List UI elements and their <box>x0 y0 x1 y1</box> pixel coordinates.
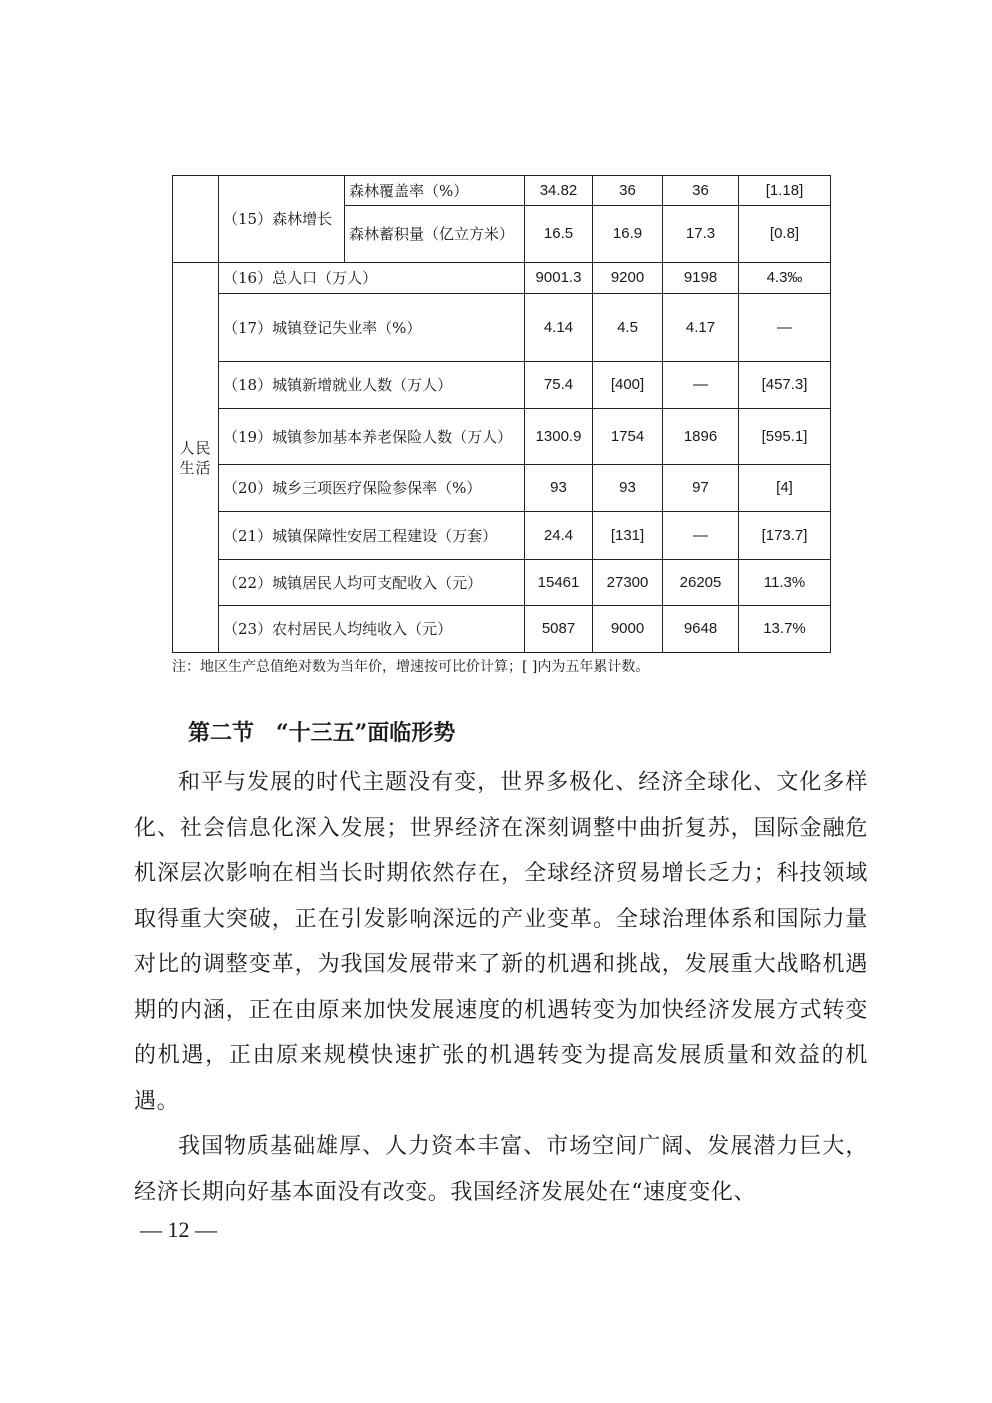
indicator-label: （22）城镇居民人均可支配收入（元） <box>219 560 525 606</box>
value-2010: 1300.9 <box>525 409 593 465</box>
value-change: [4] <box>739 465 831 512</box>
value-target: 93 <box>593 465 663 512</box>
value-2010: 93 <box>525 465 593 512</box>
value-change: [173.7] <box>739 512 831 560</box>
value-target: 16.9 <box>593 206 663 263</box>
indicator-label: （15）森林增长 <box>219 176 345 263</box>
table-row <box>173 560 831 606</box>
value-actual: 4.17 <box>663 294 739 362</box>
table-row <box>173 176 831 206</box>
table-row <box>173 263 831 294</box>
body-paragraph: 我国物质基础雄厚、人力资本丰富、市场空间广阔、发展潜力巨大，经济长期向好基本面没有改变。我国经济发展处在“速度变化、 <box>134 1134 868 1205</box>
value-target: 1754 <box>593 409 663 465</box>
category-cell: 人民生活 <box>173 263 219 653</box>
indicator-label: （21）城镇保障性安居工程建设（万套） <box>219 512 525 560</box>
indicator-label: （23）农村居民人均纯收入（元） <box>219 606 525 653</box>
value-target: 9000 <box>593 606 663 653</box>
value-actual: 97 <box>663 465 739 512</box>
value-2010: 75.4 <box>525 362 593 409</box>
indicator-label: （17）城镇登记失业率（%） <box>219 294 525 362</box>
value-actual: 9648 <box>663 606 739 653</box>
value-change: — <box>739 294 831 362</box>
value-actual: 1896 <box>663 409 739 465</box>
value-target: [131] <box>593 512 663 560</box>
table-row <box>173 465 831 512</box>
indicator-label: （18）城镇新增就业人数（万人） <box>219 362 525 409</box>
value-change: [457.3] <box>739 362 831 409</box>
value-actual: 36 <box>663 176 739 206</box>
value-target: [400] <box>593 362 663 409</box>
value-actual: — <box>663 512 739 560</box>
indicator-label: （20）城乡三项医疗保险参保率（%） <box>219 465 525 512</box>
value-actual: — <box>663 362 739 409</box>
value-target: 9200 <box>593 263 663 294</box>
table-note: 注：地区生产总值绝对数为当年价，增速按可比价计算；[ ]内为五年累计数。 <box>172 659 650 675</box>
value-target: 4.5 <box>593 294 663 362</box>
value-2010: 5087 <box>525 606 593 653</box>
value-target: 27300 <box>593 560 663 606</box>
value-actual: 26205 <box>663 560 739 606</box>
indicator-label: （16）总人口（万人） <box>219 263 525 294</box>
value-2010: 9001.3 <box>525 263 593 294</box>
page-number: — 12 — <box>140 1217 217 1242</box>
value-2010: 16.5 <box>525 206 593 263</box>
sub-indicator-label: 森林蓄积量（亿立方米） <box>345 206 525 263</box>
value-2010: 24.4 <box>525 512 593 560</box>
value-change: [0.8] <box>739 206 831 263</box>
table-row <box>173 606 831 653</box>
table-row <box>173 362 831 409</box>
indicator-table <box>172 175 831 653</box>
value-change: 13.7% <box>739 606 831 653</box>
table-row <box>173 512 831 560</box>
value-change: 4.3‰ <box>739 263 831 294</box>
sub-indicator-label: 森林覆盖率（%） <box>345 176 525 206</box>
value-actual: 17.3 <box>663 206 739 263</box>
value-target: 36 <box>593 176 663 206</box>
value-actual: 9198 <box>663 263 739 294</box>
indicator-label: （19）城镇参加基本养老保险人数（万人） <box>219 409 525 465</box>
value-2010: 15461 <box>525 560 593 606</box>
table-row <box>173 294 831 362</box>
value-change: [595.1] <box>739 409 831 465</box>
table-row <box>173 409 831 465</box>
value-2010: 34.82 <box>525 176 593 206</box>
section-heading: 第二节 “十三五”面临形势 <box>188 720 456 746</box>
category-cell <box>173 176 219 263</box>
value-change: [1.18] <box>739 176 831 206</box>
value-change: 11.3% <box>739 560 831 606</box>
value-2010: 4.14 <box>525 294 593 362</box>
body-paragraph: 和平与发展的时代主题没有变，世界多极化、经济全球化、文化多样化、社会信息化深入发展；世界经济在深刻调整中曲折复苏，国际金融危机深层次影响在相当长时期依然存在，全球经济贸易增长乏力；科技领域取得重大突破，正在引发影响深远的产业变革。全球治理体系和国际力量对比的调整变革，为我国发展带来了新的机遇和挑战，发展重大战略机遇期的内涵，正在由原来加快发展速度的机遇转变为加快经济发展方式转变的机遇，正由原来规模快速扩张的机遇转变为提高发展质量和效益的机遇。 <box>134 770 868 1114</box>
